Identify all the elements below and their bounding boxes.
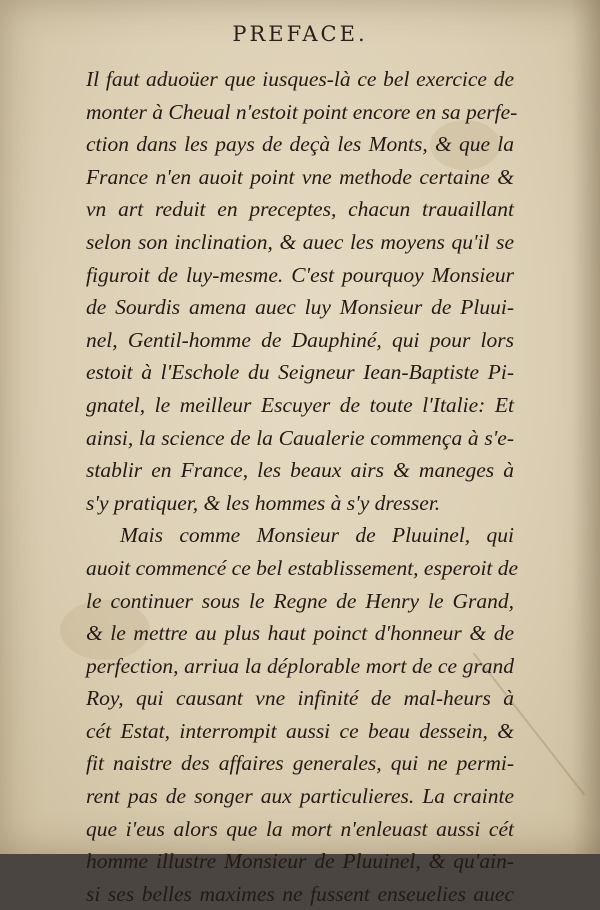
text-line: & le mettre au plus haut poinct d'honneur & de xyxy=(86,621,514,646)
text-line: Mais comme Monsieur de Pluuinel, qui xyxy=(120,523,514,548)
text-line: Il faut aduoüer que iusques-là ce bel exercice de xyxy=(86,67,514,91)
text-line: selon son inclination, & auec les moyens qu'il se xyxy=(86,229,514,254)
text-line: auoit commencé ce bel establissement, esperoit de xyxy=(86,555,519,580)
text-line: perfection, arriua la déplorable mort de ce grand xyxy=(86,653,514,678)
text-line: le continuer sous le Regne de Henry le Grand, xyxy=(86,588,514,613)
body-text xyxy=(86,63,519,910)
text-line: cét Estat, interrompit aussi ce beau dessein, & xyxy=(86,718,514,743)
text-line: s'y pratiquer, & les hommes à s'y dresser. xyxy=(86,490,441,515)
page-gutter-shadow xyxy=(572,0,600,854)
text-line: gnatel, le meilleur Escuyer de toute l'Italie: Et xyxy=(86,392,514,417)
running-header: PREFACE. xyxy=(232,22,368,46)
text-line: monter à Cheual n'estoit point encore en sa perfe- xyxy=(86,99,518,124)
text-line: rent pas de songer aux particulieres. La crainte xyxy=(86,784,514,809)
text-line: France n'en auoit point vne methode certaine & xyxy=(86,164,514,189)
text-line: vn art reduit en preceptes, chacun trauaillant xyxy=(86,197,514,222)
text-line: estoit à l'Eschole du Seigneur Iean-Baptiste Pi- xyxy=(86,360,514,385)
text-line: de Sourdis amena auec luy Monsieur de Pluui- xyxy=(86,295,514,320)
text-line: nel, Gentil-homme de Dauphiné, qui pour lors xyxy=(86,327,514,352)
text-line: homme illustre Monsieur de Pluuinel, & qu'ain- xyxy=(86,849,514,874)
text-line: figuroit de luy-mesme. C'est pourquoy Monsieur xyxy=(86,262,514,287)
text-line: fit naistre des affaires generales, qui ne permi- xyxy=(86,751,514,776)
text-line: si ses belles maximes ne fussent enseuelies auec xyxy=(86,881,514,906)
text-line: Roy, qui causant vne infinité de mal-heurs à xyxy=(86,686,514,711)
text-line: que i'eus alors que la mort n'enleuast aussi cét xyxy=(86,816,514,841)
text-line: ction dans les pays de deçà les Monts, & que la xyxy=(86,132,514,157)
text-line: stablir en France, les beaux airs & maneges à xyxy=(86,458,514,483)
text-line: ainsi, la science de la Caualerie commença à s'e- xyxy=(86,425,514,450)
